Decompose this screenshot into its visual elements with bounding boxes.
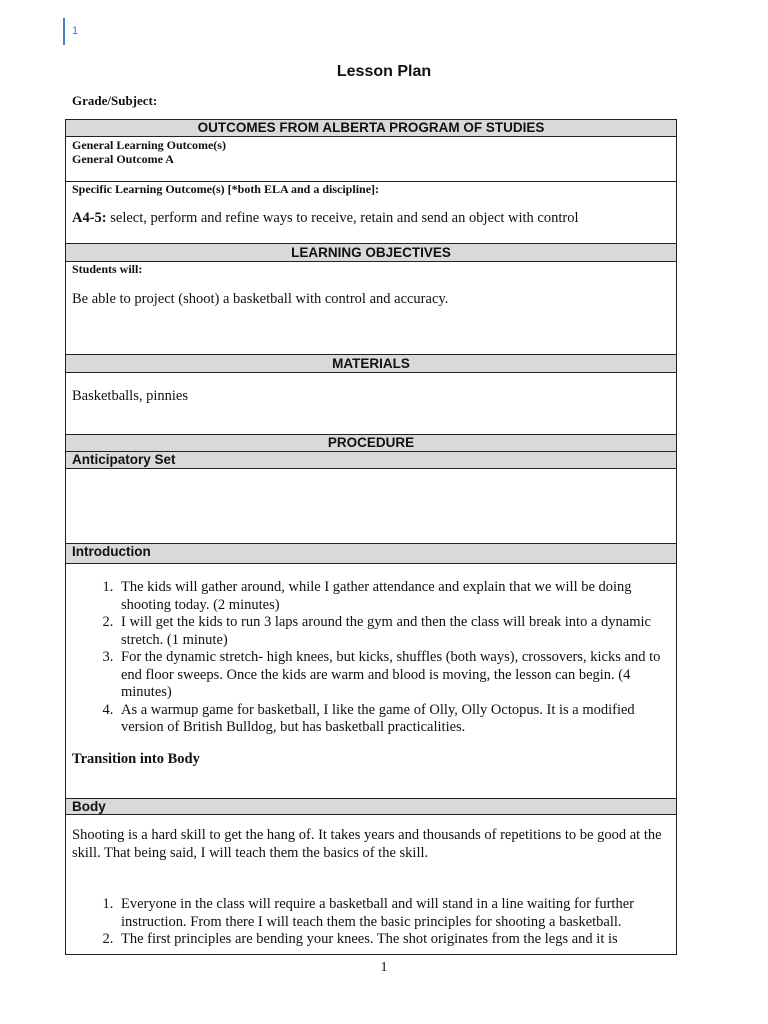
general-outcome-label: General Learning Outcome(s): [72, 138, 226, 152]
list-item: 1. Everyone in the class will require a basketball and will stand in a line waiting for further instruction. From there I will teach them the basic principles for shooting a basketball.: [117, 896, 670, 931]
specific-outcome-label: Specific Learning Outcome(s) [*both ELA and a discipline]:: [72, 182, 380, 196]
body-list: [72, 896, 670, 949]
list-item: 3. For the dynamic stretch- high knees, but kicks, shuffles (both ways), crossovers, kicks and to end floor sweeps. Once the kids are warm and blood is moving, the lesson can begin. (4 minutes): [117, 649, 670, 702]
list-item: 1. The kids will gather around, while I gather attendance and explain that we will be doing shooting today. (2 minutes): [117, 579, 670, 614]
students-will-label: Students will:: [72, 262, 143, 276]
transition-label: Transition into Body: [72, 750, 200, 767]
specific-outcome-cell: [66, 182, 676, 244]
body-header: Body: [66, 799, 676, 815]
grade-subject-label: Grade/Subject:: [72, 93, 158, 108]
list-item: 2. The first principles are bending your knees. The shot originates from the legs and it is: [117, 931, 670, 949]
introduction-cell: [66, 564, 676, 799]
learning-objective-text: Be able to project (shoot) a basketball with control and accuracy.: [72, 291, 449, 307]
list-item: 2. I will get the kids to run 3 laps around the gym and then the class will break into a dynamic stretch. (1 minute): [117, 614, 670, 649]
introduction-header: Introduction: [66, 544, 676, 564]
general-outcome-cell: [66, 137, 676, 182]
specific-outcome-text: [72, 209, 670, 227]
outcomes-header: OUTCOMES FROM ALBERTA PROGRAM OF STUDIES: [66, 120, 676, 137]
general-outcome-value: General Outcome A: [72, 152, 174, 166]
page-title: Lesson Plan: [336, 63, 432, 80]
anticipatory-set-header: Anticipatory Set: [66, 452, 676, 469]
list-item: 4. As a warmup game for basketball, I like the game of Olly, Olly Octopus. It is a modified version of British Bulldog, but has basketball practicalities.: [117, 702, 670, 737]
footer-page-number: 1: [380, 960, 388, 975]
body-text: Shooting is a hard skill to get the hang of. It takes years and thousands of repetitions to be good at the skill. That being said, I will teach them the basics of the skill.: [72, 827, 662, 861]
anticipatory-set-cell: [66, 469, 676, 544]
page-number-marker: 1: [63, 18, 78, 45]
specific-outcome-description: select, perform and refine ways to receive, retain and send an object with control: [106, 210, 579, 226]
materials-cell: [66, 373, 676, 435]
introduction-list: [72, 579, 670, 737]
procedure-header: PROCEDURE: [66, 435, 676, 452]
lesson-plan-table: [65, 119, 677, 955]
learning-objectives-header: LEARNING OBJECTIVES: [66, 244, 676, 262]
learning-objectives-cell: [66, 262, 676, 355]
specific-outcome-code: A4-5:: [72, 210, 107, 226]
materials-text: Basketballs, pinnies: [72, 388, 188, 404]
body-cell: [66, 815, 676, 955]
materials-header: MATERIALS: [66, 355, 676, 373]
